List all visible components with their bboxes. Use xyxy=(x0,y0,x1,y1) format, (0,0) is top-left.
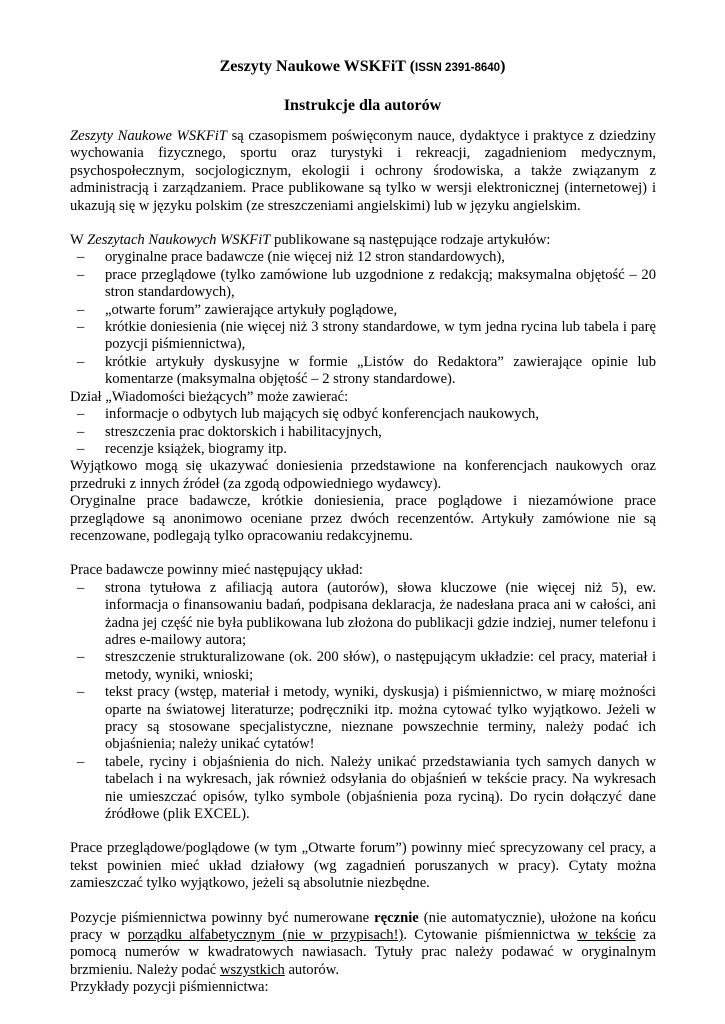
types-lead-journal: Zeszytach Naukowych WSKFiT xyxy=(87,232,271,249)
refs-text-5: autorów. xyxy=(284,961,339,978)
list-item xyxy=(70,267,656,302)
refs-text-3: . Cytowanie piśmiennictwa xyxy=(403,927,578,944)
journal-title-close: ) xyxy=(500,58,506,75)
list-item-text: „otwarte forum” zawierające artykuły poglądowe, xyxy=(105,301,398,318)
list-item-text: streszczenia prac doktorskich i habilitacyjnych, xyxy=(105,423,382,440)
list-item-text: oryginalne prace badawcze (nie więcej niż 12 stron standardowych), xyxy=(105,249,505,266)
list-item xyxy=(70,424,656,441)
list-item-text: krótkie doniesienia (nie więcej niż 3 strony standardowe, w tym jedna rycina lub tabela i parę pozycji piśmiennictwa), xyxy=(105,319,656,353)
dash-bullet: – xyxy=(77,423,85,440)
article-types-list xyxy=(70,249,656,388)
layout-lead: Prace badawcze powinny mieć następujący układ: xyxy=(70,562,363,579)
list-item xyxy=(70,354,656,389)
list-item xyxy=(70,406,656,423)
list-item-text: strona tytułowa z afiliacją autora (autorów), słowa kluczowe (nie więcej niż 5), ew. informacja o finansowaniu badań, podpisana deklaracja, że nadesłana praca ani w całości, ani żadna jej część nie była publikowana lub złożona do publikacji gdzie indziej, numer telefonu i adres e-mailowy autora; xyxy=(105,579,656,648)
list-item-text: recenzje książek, biogramy itp. xyxy=(105,440,287,457)
list-item-text: streszczenie strukturalizowane (ok. 200 słów), o następującym układzie: cel pracy, materiał i metody, wyniki, wnioski; xyxy=(105,649,656,683)
dash-bullet: – xyxy=(77,266,85,283)
list-item xyxy=(70,319,656,354)
dash-bullet: – xyxy=(77,406,85,423)
review-paragraph: Prace przeglądowe/poglądowe (w tym „Otwarte forum”) powinny mieć sprecyzowany cel pracy, a tekst powinien mieć układ działowy (wg zagadnień poruszanych w pracy). Cytaty można zamieszczać tylko wyjątkowo, jeżeli są absolutnie niezbędne. xyxy=(70,840,656,892)
reprints-paragraph: Wyjątkowo mogą się ukazywać doniesienia przedstawione na konferencjach naukowych oraz przedruki z innych źródeł (za zgodą odpowiedniego wydawcy). xyxy=(70,458,656,492)
list-item xyxy=(70,249,656,266)
refs-underline-alphabetical: porządku alfabetycznym (nie w przypisach!) xyxy=(127,927,404,944)
types-lead-post: publikowane są następujące rodzaje artykułów: xyxy=(270,232,551,249)
research-layout-list xyxy=(70,580,656,824)
list-item xyxy=(70,754,656,824)
list-item-text: tabele, ryciny i objaśnienia do nich. Należy unikać przedstawiania tych samych danych w tabelach i na wykresach, jak również odsyłania do objaśnień w tekście pracy. Na wykresach nie umieszczać opisów, tylko symbole (objaśnienia poza ryciną). Do rycin dołączyć dane źródłowe (plik EXCEL). xyxy=(105,753,656,823)
review-process-paragraph: Oryginalne prace badawcze, krótkie doniesienia, prace poglądowe i niezamówione prace przeglądowe są anonimowo oceniane przez dwóch recenzentów. Artykuły zamówione nie są recenzowane, podlegają tylko opracowaniu redakcyjnemu. xyxy=(70,493,656,544)
types-lead xyxy=(70,232,656,249)
list-item-text: informacje o odbytych lub mających się odbyć konferencjach naukowych, xyxy=(105,406,540,423)
issn: ISSN 2391-8640 xyxy=(415,62,501,74)
list-item-text: krótkie artykuły dyskusyjne w formie „Listów do Redaktora” zawierające opinie lub komentarze (maksymalna objętość – 2 strony standardowe). xyxy=(105,353,656,388)
references-paragraph xyxy=(70,910,656,980)
dash-bullet: – xyxy=(77,649,85,666)
journal-name: Zeszyty Naukowe WSKFiT xyxy=(70,128,227,144)
dash-bullet: – xyxy=(77,579,85,596)
dash-bullet: – xyxy=(77,301,85,318)
refs-bold-manual: ręcznie xyxy=(374,909,419,926)
list-item xyxy=(70,441,656,458)
types-lead-pre: W xyxy=(70,232,88,249)
list-item xyxy=(70,302,656,319)
list-item xyxy=(70,684,656,754)
list-item xyxy=(70,580,656,650)
refs-text-1: Pozycje piśmiennictwa powinny być numerowane xyxy=(70,909,375,926)
dash-bullet: – xyxy=(77,353,85,370)
dash-bullet: – xyxy=(77,440,85,457)
news-list xyxy=(70,406,656,458)
dash-bullet: – xyxy=(77,753,85,770)
journal-title xyxy=(0,57,725,78)
document-body xyxy=(70,128,656,997)
references-examples-lead: Przykłady pozycji piśmiennictwa: xyxy=(70,979,269,996)
list-item-text: prace przeglądowe (tylko zamówione lub uzgodnione z redakcją; maksymalna objętość – 20 stron standardowych), xyxy=(105,266,656,301)
refs-text-2: (nie automatycznie), ułożone na końcu pracy w xyxy=(70,909,656,944)
list-item-text: tekst pracy (wstęp, materiał i metody, wyniki, dyskusja) i piśmiennictwo, w miarę możności oparte na światowej literaturze; podręczniki itp. można cytować tylko wyjątkowo. Jeżeli w pracy są stosowane specjalistyczne, nieznane powszechnie terminy, należy podać ich objaśnienia; należy unikać cytatów! xyxy=(105,684,656,753)
dash-bullet: – xyxy=(77,249,85,266)
dash-bullet: – xyxy=(77,319,85,336)
refs-underline-in-text: w tekście xyxy=(577,927,636,944)
dash-bullet: – xyxy=(77,684,85,701)
intro-text: są czasopismem poświęconym nauce, dydaktyce i praktyce z dziedziny wychowania fizycznego, sportu oraz turystyki i rekreacji, zagadnieniom medycznym, psychospołecznym, socjologicznym, ekologii i ochrony środowiska, a także związanym z administracją i zarządzaniem. Prace publikowane są tylko w wersji elektronicznej (internetowej) i ukazują się w języku polskim (ze streszczeniami angielskimi) lub w języku angielskim. xyxy=(70,128,656,214)
news-lead: Dział „Wiadomości bieżących” może zawierać: xyxy=(70,388,349,405)
refs-underline-all: wszystkich xyxy=(219,961,285,978)
journal-title-text: Zeszyty Naukowe WSKFiT ( xyxy=(219,58,416,75)
page-title: Instrukcje dla autorów xyxy=(283,97,442,114)
refs-text-4: za pomocą numerów w kwadratowych nawiasach. Tytuły prac należy podawać w oryginalnym brzmieniu. Należy podać xyxy=(70,927,656,978)
intro-paragraph xyxy=(70,128,656,215)
list-item xyxy=(70,649,656,684)
